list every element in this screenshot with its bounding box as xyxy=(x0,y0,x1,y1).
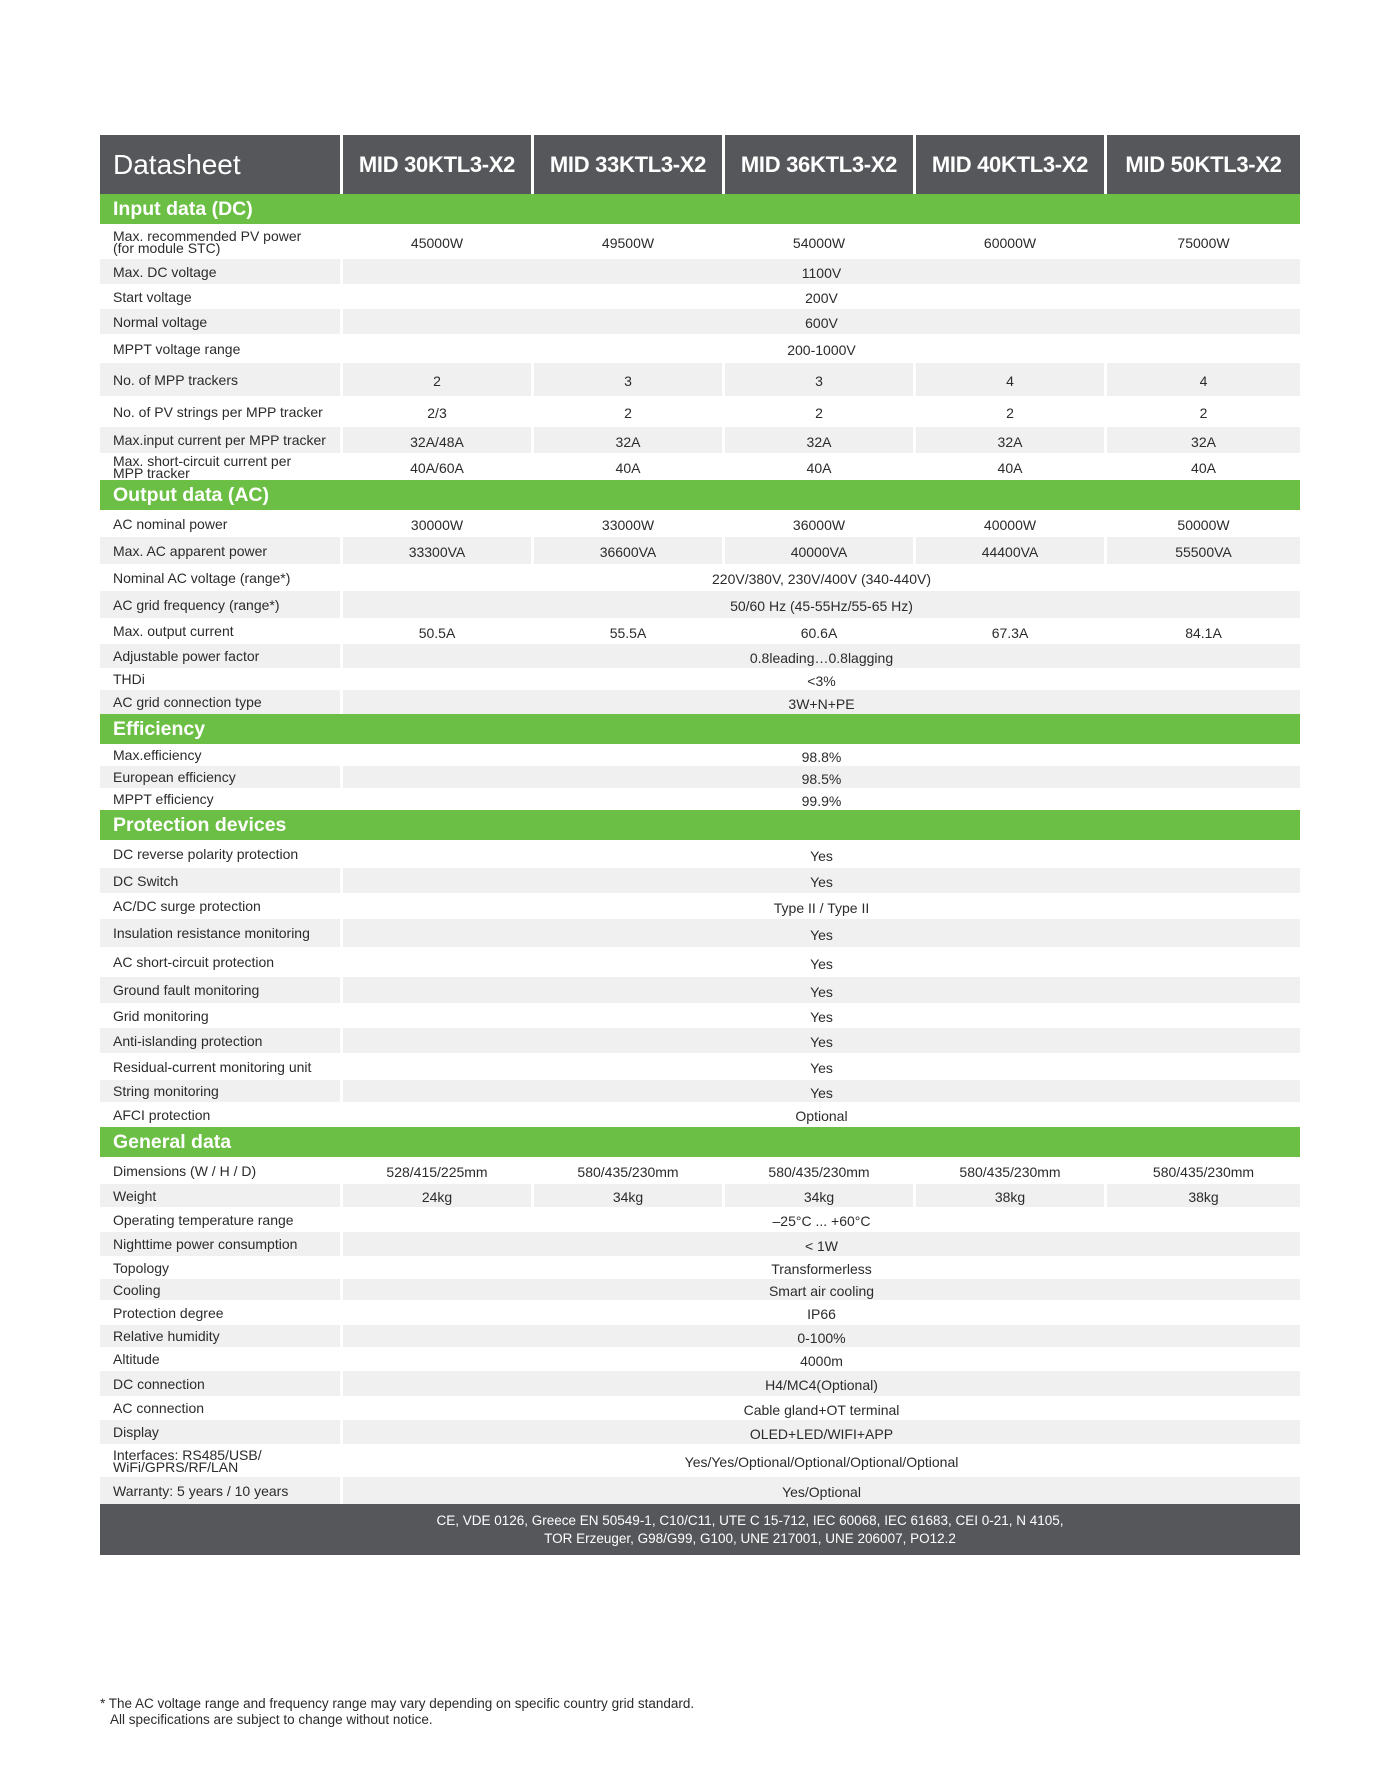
table-row xyxy=(100,1420,1300,1444)
cell-value: 4 xyxy=(1107,363,1300,396)
table-row xyxy=(100,1102,1300,1127)
row-label: Max. recommended PV power (for module STC) xyxy=(100,224,343,259)
cell-value-shared: 200-1000V xyxy=(343,334,1300,363)
row-label: THDi xyxy=(100,668,343,690)
cell-value: 50.5A xyxy=(343,618,534,644)
cell-value: 40A xyxy=(916,453,1107,480)
row-label: AC/DC surge protection xyxy=(100,893,343,919)
cell-value-shared: 98.8% xyxy=(343,744,1300,766)
row-label: No. of MPP trackers xyxy=(100,363,343,396)
table-row xyxy=(100,893,1300,919)
cell-value: 40000VA xyxy=(725,537,916,564)
cell-value-shared: <3% xyxy=(343,668,1300,690)
model-header: MID 30KTL3-X2 xyxy=(343,135,534,194)
cell-value: 36000W xyxy=(725,510,916,537)
table-row xyxy=(100,1080,1300,1102)
cell-value: 38kg xyxy=(1107,1184,1300,1207)
table-row xyxy=(100,919,1300,947)
row-label: Protection degree xyxy=(100,1300,343,1325)
cell-value-shared: Optional xyxy=(343,1102,1300,1127)
table-row xyxy=(100,224,1300,259)
section-header: Efficiency xyxy=(100,714,1300,744)
row-label: Relative humidity xyxy=(100,1325,343,1347)
cell-value: 2 xyxy=(916,396,1107,427)
footnote-line: All specifications are subject to change without notice. xyxy=(110,1712,433,1727)
table-row xyxy=(100,1279,1300,1300)
table-row xyxy=(100,1207,1300,1232)
cell-value: 32A/48A xyxy=(343,427,534,453)
table-row xyxy=(100,977,1300,1003)
row-label: Cooling xyxy=(100,1279,343,1300)
cell-value-shared: Yes xyxy=(343,840,1300,868)
row-label: Max. AC apparent power xyxy=(100,537,343,564)
table-row xyxy=(100,1371,1300,1396)
table-row xyxy=(100,644,1300,668)
row-label: Weight xyxy=(100,1184,343,1207)
row-label: AC nominal power xyxy=(100,510,343,537)
row-label: No. of PV strings per MPP tracker xyxy=(100,396,343,427)
cell-value: 580/435/230mm xyxy=(1107,1157,1300,1184)
model-header: MID 33KTL3-X2 xyxy=(534,135,725,194)
datasheet-title: Datasheet xyxy=(100,135,343,194)
table-row xyxy=(100,1300,1300,1325)
table-row xyxy=(100,1325,1300,1347)
cell-value-shared: –25°C ... +60°C xyxy=(343,1207,1300,1232)
section-header: Protection devices xyxy=(100,810,1300,840)
table-row xyxy=(100,537,1300,564)
cell-value-shared: Yes xyxy=(343,868,1300,893)
cell-value: 44400VA xyxy=(916,537,1107,564)
cell-value-shared: Yes xyxy=(343,1003,1300,1028)
cell-value-shared: 50/60 Hz (45-55Hz/55-65 Hz) xyxy=(343,591,1300,618)
table-row xyxy=(100,1444,1300,1477)
table-row xyxy=(100,453,1300,480)
table-row xyxy=(100,1053,1300,1080)
table-row xyxy=(100,947,1300,977)
cell-value-shared: 3W+N+PE xyxy=(343,690,1300,714)
model-header: MID 36KTL3-X2 xyxy=(725,135,916,194)
table-row xyxy=(100,334,1300,363)
row-label: String monitoring xyxy=(100,1080,343,1102)
row-label: DC Switch xyxy=(100,868,343,893)
table-row xyxy=(100,591,1300,618)
cell-value: 2 xyxy=(725,396,916,427)
table-row xyxy=(100,766,1300,788)
cell-value-shared: 1100V xyxy=(343,259,1300,284)
row-label: AC grid connection type xyxy=(100,690,343,714)
cell-value: 67.3A xyxy=(916,618,1107,644)
table-row xyxy=(100,1028,1300,1053)
table-row xyxy=(100,309,1300,334)
cell-value: 32A xyxy=(1107,427,1300,453)
row-label: Max.efficiency xyxy=(100,744,343,766)
table-row xyxy=(100,744,1300,766)
row-label: MPPT voltage range xyxy=(100,334,343,363)
cell-value: 580/435/230mm xyxy=(534,1157,725,1184)
row-label: Max. DC voltage xyxy=(100,259,343,284)
cell-value: 32A xyxy=(534,427,725,453)
row-label: DC reverse polarity protection xyxy=(100,840,343,868)
table-row xyxy=(100,1256,1300,1279)
cell-value: 50000W xyxy=(1107,510,1300,537)
row-label: Insulation resistance monitoring xyxy=(100,919,343,947)
cell-value: 580/435/230mm xyxy=(725,1157,916,1184)
row-label: Operating temperature range xyxy=(100,1207,343,1232)
row-label: Max. output current xyxy=(100,618,343,644)
cell-value: 3 xyxy=(725,363,916,396)
cell-value-shared: 99.9% xyxy=(343,788,1300,810)
footnote-line: * The AC voltage range and frequency range may vary depending on specific country grid standard. xyxy=(100,1696,695,1711)
cell-value-shared: Transformerless xyxy=(343,1256,1300,1279)
cell-value-shared: H4/MC4(Optional) xyxy=(343,1371,1300,1396)
cell-value-shared: Yes xyxy=(343,919,1300,947)
row-label: Residual-current monitoring unit xyxy=(100,1053,343,1080)
row-label: AFCI protection xyxy=(100,1102,343,1127)
table-row xyxy=(100,363,1300,396)
cell-value: 32A xyxy=(916,427,1107,453)
row-label: AC connection xyxy=(100,1396,343,1420)
row-label: Grid monitoring xyxy=(100,1003,343,1028)
cell-value-shared: 600V xyxy=(343,309,1300,334)
row-label: Interfaces: RS485/USB/ WiFi/GPRS/RF/LAN xyxy=(100,1444,343,1477)
cell-value: 40A xyxy=(725,453,916,480)
cell-value: 2 xyxy=(343,363,534,396)
row-label: Display xyxy=(100,1420,343,1444)
row-label: Adjustable power factor xyxy=(100,644,343,668)
cell-value-shared: Yes xyxy=(343,1053,1300,1080)
cell-value-shared: 4000m xyxy=(343,1347,1300,1371)
cell-value: 49500W xyxy=(534,224,725,259)
cell-value-shared: Yes/Yes/Optional/Optional/Optional/Optional xyxy=(343,1444,1300,1477)
table-row xyxy=(100,1347,1300,1371)
table-row xyxy=(100,840,1300,868)
cell-value-shared: 200V xyxy=(343,284,1300,309)
table-row xyxy=(100,427,1300,453)
cell-value-shared: Yes xyxy=(343,947,1300,977)
cell-value: 2 xyxy=(1107,396,1300,427)
row-label: Nighttime power consumption xyxy=(100,1232,343,1256)
cell-value-shared: 0-100% xyxy=(343,1325,1300,1347)
cell-value: 40A xyxy=(1107,453,1300,480)
table-header xyxy=(100,135,1300,194)
cell-value: 34kg xyxy=(534,1184,725,1207)
table-row xyxy=(100,788,1300,810)
cell-value: 40A xyxy=(534,453,725,480)
table-row xyxy=(100,1477,1300,1504)
certifications-bar xyxy=(100,1504,1300,1555)
cell-value: 528/415/225mm xyxy=(343,1157,534,1184)
cell-value: 33000W xyxy=(534,510,725,537)
cell-value: 33300VA xyxy=(343,537,534,564)
table-row xyxy=(100,868,1300,893)
table-row xyxy=(100,284,1300,309)
row-label: Normal voltage xyxy=(100,309,343,334)
certifications-line: CE, VDE 0126, Greece EN 50549-1, C10/C11, UTE C 15-712, IEC 60068, IEC 61683, CEI 0-21, N 4105, xyxy=(436,1512,1064,1528)
table-row xyxy=(100,510,1300,537)
table-row xyxy=(100,564,1300,591)
row-label: Start voltage xyxy=(100,284,343,309)
table-row xyxy=(100,690,1300,714)
cell-value: 55500VA xyxy=(1107,537,1300,564)
cell-value-shared: 220V/380V, 230V/400V (340-440V) xyxy=(343,564,1300,591)
row-label: European efficiency xyxy=(100,766,343,788)
row-label: Topology xyxy=(100,1256,343,1279)
cell-value-shared: IP66 xyxy=(343,1300,1300,1325)
row-label: Anti-islanding protection xyxy=(100,1028,343,1053)
model-header: MID 50KTL3-X2 xyxy=(1107,135,1300,194)
cell-value: 2/3 xyxy=(343,396,534,427)
table-row xyxy=(100,1157,1300,1184)
table-row xyxy=(100,1003,1300,1028)
row-label: DC connection xyxy=(100,1371,343,1396)
cell-value: 32A xyxy=(725,427,916,453)
cell-value: 4 xyxy=(916,363,1107,396)
footnote xyxy=(100,1696,694,1728)
row-label: MPPT efficiency xyxy=(100,788,343,810)
cell-value: 60000W xyxy=(916,224,1107,259)
row-label: Nominal AC voltage (range*) xyxy=(100,564,343,591)
row-label: AC short-circuit protection xyxy=(100,947,343,977)
cell-value: 2 xyxy=(534,396,725,427)
cell-value: 40A/60A xyxy=(343,453,534,480)
cell-value-shared: Yes xyxy=(343,977,1300,1003)
table-row xyxy=(100,618,1300,644)
datasheet-table xyxy=(100,135,1300,1555)
table-row xyxy=(100,1396,1300,1420)
row-label: Max. short-circuit current per MPP tracker xyxy=(100,453,343,480)
cell-value-shared: Yes/Optional xyxy=(343,1477,1300,1504)
cell-value-shared: 98.5% xyxy=(343,766,1300,788)
table-row xyxy=(100,396,1300,427)
row-label: Warranty: 5 years / 10 years xyxy=(100,1477,343,1504)
row-label: AC grid frequency (range*) xyxy=(100,591,343,618)
table-body xyxy=(100,194,1300,1504)
section-header: Output data (AC) xyxy=(100,480,1300,510)
cell-value-shared: Cable gland+OT terminal xyxy=(343,1396,1300,1420)
cell-value: 55.5A xyxy=(534,618,725,644)
row-label: Max.input current per MPP tracker xyxy=(100,427,343,453)
section-header: Input data (DC) xyxy=(100,194,1300,224)
cell-value: 54000W xyxy=(725,224,916,259)
cell-value: 60.6A xyxy=(725,618,916,644)
cell-value-shared: Type II / Type II xyxy=(343,893,1300,919)
cell-value-shared: 0.8leading…0.8lagging xyxy=(343,644,1300,668)
section-header: General data xyxy=(100,1127,1300,1157)
certifications-line: TOR Erzeuger, G98/G99, G100, UNE 217001, UNE 206007, PO12.2 xyxy=(544,1530,956,1546)
cell-value: 24kg xyxy=(343,1184,534,1207)
row-label: Ground fault monitoring xyxy=(100,977,343,1003)
table-row xyxy=(100,668,1300,690)
cell-value-shared: Yes xyxy=(343,1028,1300,1053)
row-label: Altitude xyxy=(100,1347,343,1371)
cell-value-shared: Yes xyxy=(343,1080,1300,1102)
row-label: Dimensions (W / H / D) xyxy=(100,1157,343,1184)
table-row xyxy=(100,1184,1300,1207)
cell-value: 40000W xyxy=(916,510,1107,537)
cell-value: 75000W xyxy=(1107,224,1300,259)
cell-value: 34kg xyxy=(725,1184,916,1207)
model-header: MID 40KTL3-X2 xyxy=(916,135,1107,194)
cell-value: 3 xyxy=(534,363,725,396)
cell-value: 30000W xyxy=(343,510,534,537)
table-row xyxy=(100,259,1300,284)
cell-value: 84.1A xyxy=(1107,618,1300,644)
cell-value-shared: Smart air cooling xyxy=(343,1279,1300,1300)
table-row xyxy=(100,1232,1300,1256)
cell-value: 45000W xyxy=(343,224,534,259)
cell-value: 36600VA xyxy=(534,537,725,564)
cell-value: 38kg xyxy=(916,1184,1107,1207)
cell-value-shared: OLED+LED/WIFI+APP xyxy=(343,1420,1300,1444)
cell-value: 580/435/230mm xyxy=(916,1157,1107,1184)
cell-value-shared: < 1W xyxy=(343,1232,1300,1256)
